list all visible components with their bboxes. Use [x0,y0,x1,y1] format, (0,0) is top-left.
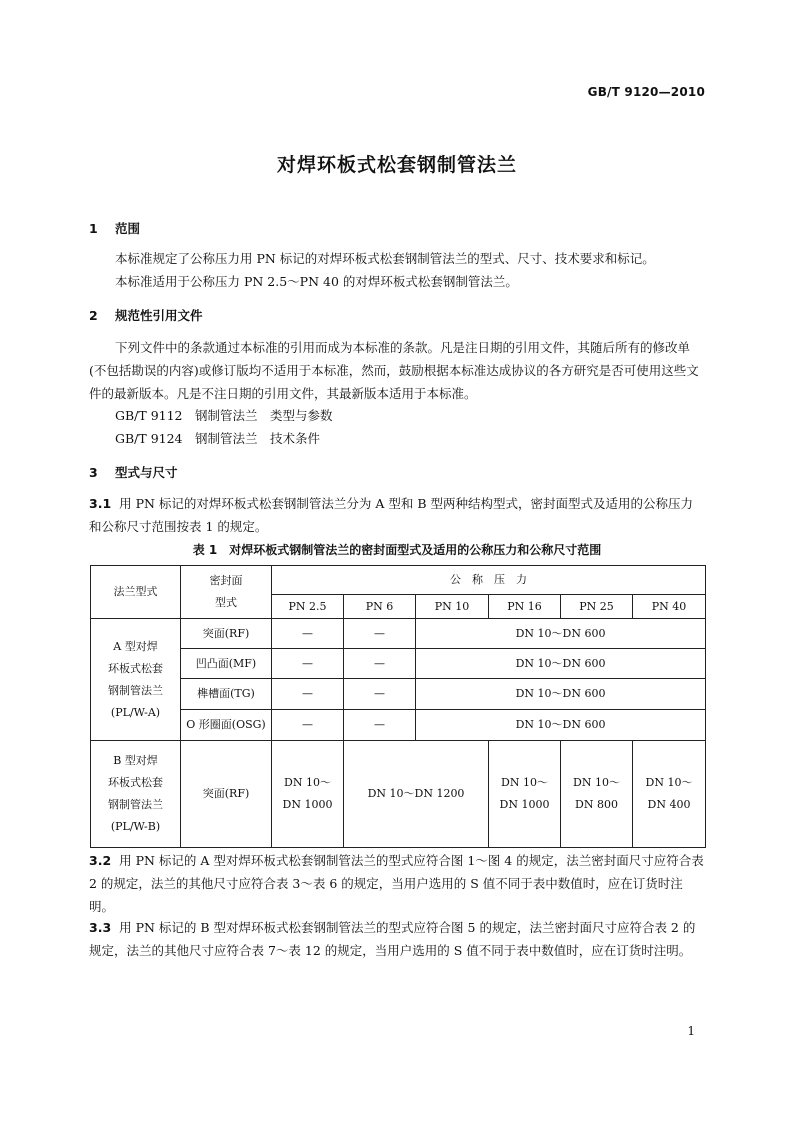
section-2-paragraph: 下列文件中的条款通过本标准的引用而成为本标准的条款。凡是注日期的引用文件，其随后所有的修改单(不包括勘误的内容)或修订版均不适用于本标准，然而，鼓励根据本标准达成协议的各方研究是否可使用这些文件的最新版本。凡是不注日期的引用文件，其最新版本适用于本标准。 [89,340,699,401]
header-pn-2-5: PN 2.5 [272,595,344,619]
table-cell [272,741,344,848]
section-2-title: 规范性引用文件 [115,308,203,323]
table-cell: — [344,619,416,649]
group-a-line-3: 钢制管法兰 [108,683,163,697]
clause-3-3-text: 用 PN 标记的 B 型对焊环板式松套钢制管法兰的型式应符合图 5 的规定，法兰密封面尺寸应符合表 2 的规定，法兰的其他尺寸应符合表 7～表 12 的规定，当用户选用的 S 值不同于表中数值时，应在订货时注明。 [89,920,696,958]
header-pn-6: PN 6 [344,595,416,619]
clause-3-2-text: 用 PN 标记的 A 型对焊环板式松套钢制管法兰的型式应符合图 1～图 4 的规定，法兰密封面尺寸应符合表 2 的规定，法兰的其他尺寸应符合表 3～表 6 的规定，当用户选用的 S 值不同于表中数值时，应在订货时注明。 [89,853,704,914]
table-cell: — [272,679,344,710]
table-row [91,741,706,848]
table-cell: — [272,649,344,679]
range-cell: DN 10～DN 600 [416,619,706,649]
cell-line: DN 10～ [645,776,693,789]
range-cell: DN 10～DN 600 [416,710,706,741]
section-2-heading [89,306,203,324]
page-number: 1 [687,1024,695,1038]
group-b-label [91,741,181,848]
table-cell: — [344,710,416,741]
group-b-line-3: 钢制管法兰 [108,798,163,811]
table-cell [561,741,633,848]
range-cell: DN 10～DN 600 [416,649,706,679]
table-row [91,710,706,741]
clause-3-1 [89,492,705,538]
clause-3-3 [89,916,705,962]
seal-type-cell: 榫槽面(TG) [181,679,272,710]
header-nominal-pressure: 公 称 压 力 [272,566,706,595]
table-row [91,619,706,649]
group-b-line-2: 环板式松套 [108,776,163,789]
section-1-heading [89,219,140,237]
header-seal-type-line-1: 密封面 [209,574,243,587]
header-seal-type [181,566,272,619]
cell-line: DN 800 [575,798,618,811]
group-b-line-1: B 型对焊 [113,754,158,767]
group-a-line-4: (PL/W-A) [110,705,161,719]
seal-type-cell: 突面(RF) [181,619,272,649]
reference-gbt-9112: GB/T 9112 钢制管法兰 类型与参数 [115,408,333,423]
group-a-label [91,619,181,741]
cell-line: DN 10～ [284,776,331,789]
header-pn-10: PN 10 [416,595,489,619]
clause-3-3-number: 3.3 [89,920,112,935]
table-row [91,679,706,710]
table-cell [633,741,706,848]
cell-line: DN 400 [647,798,691,811]
clause-3-1-text: 用 PN 标记的对焊环板式松套钢制管法兰分为 A 型和 B 型两种结构型式，密封面型式及适用的公称压力和公称尺寸范围按表 1 的规定。 [89,496,694,534]
group-b-line-4: (PL/W-B) [110,820,161,833]
standard-code: GB/T 9120—2010 [587,85,705,99]
clause-3-2-number: 3.2 [89,853,112,868]
table-1 [90,565,706,848]
section-1-title: 范围 [115,221,141,236]
section-1-paragraph-1: 本标准规定了公称压力用 PN 标记的对焊环板式松套钢制管法兰的型式、尺寸、技术要求和标记。 [115,251,655,266]
header-pn-25: PN 25 [561,595,633,619]
range-cell: DN 10～DN 1200 [344,741,489,848]
cell-line: DN 1000 [499,798,550,811]
section-3-heading [89,463,178,481]
clause-3-2 [89,849,705,918]
table-cell: — [272,710,344,741]
section-3-title: 型式与尺寸 [115,465,178,480]
table-row [91,649,706,679]
header-pn-40: PN 40 [633,595,706,619]
seal-type-cell: O 形圈面(OSG) [181,710,272,741]
header-seal-type-line-2: 型式 [215,596,237,609]
clause-3-1-number: 3.1 [89,496,112,511]
range-cell: DN 10～DN 600 [416,679,706,710]
group-a-line-1: A 型对焊 [113,639,158,653]
cell-line: DN 10～ [501,776,548,789]
table-1-caption: 表 1 对焊环板式钢制管法兰的密封面型式及适用的公称压力和公称尺寸范围 [192,543,602,557]
reference-gbt-9124: GB/T 9124 钢制管法兰 技术条件 [115,431,321,446]
header-flange-type: 法兰型式 [91,566,181,619]
section-1-number: 1 [89,221,98,236]
cell-line: DN 10～ [573,776,620,789]
section-2-number: 2 [89,308,98,323]
table-cell: — [344,679,416,710]
group-a-line-2: 环板式松套 [108,661,163,675]
table-cell: — [272,619,344,649]
table-cell: — [344,649,416,679]
seal-type-cell: 凹凸面(MF) [181,649,272,679]
header-pn-16: PN 16 [489,595,561,619]
seal-type-cell: 突面(RF) [181,741,272,848]
section-1-paragraph-2: 本标准适用于公称压力 PN 2.5～PN 40 的对焊环板式松套钢制管法兰。 [115,274,518,289]
table-cell [489,741,561,848]
document-title: 对焊环板式松套钢制管法兰 [276,154,517,176]
cell-line: DN 1000 [282,798,333,811]
section-3-number: 3 [89,465,98,480]
